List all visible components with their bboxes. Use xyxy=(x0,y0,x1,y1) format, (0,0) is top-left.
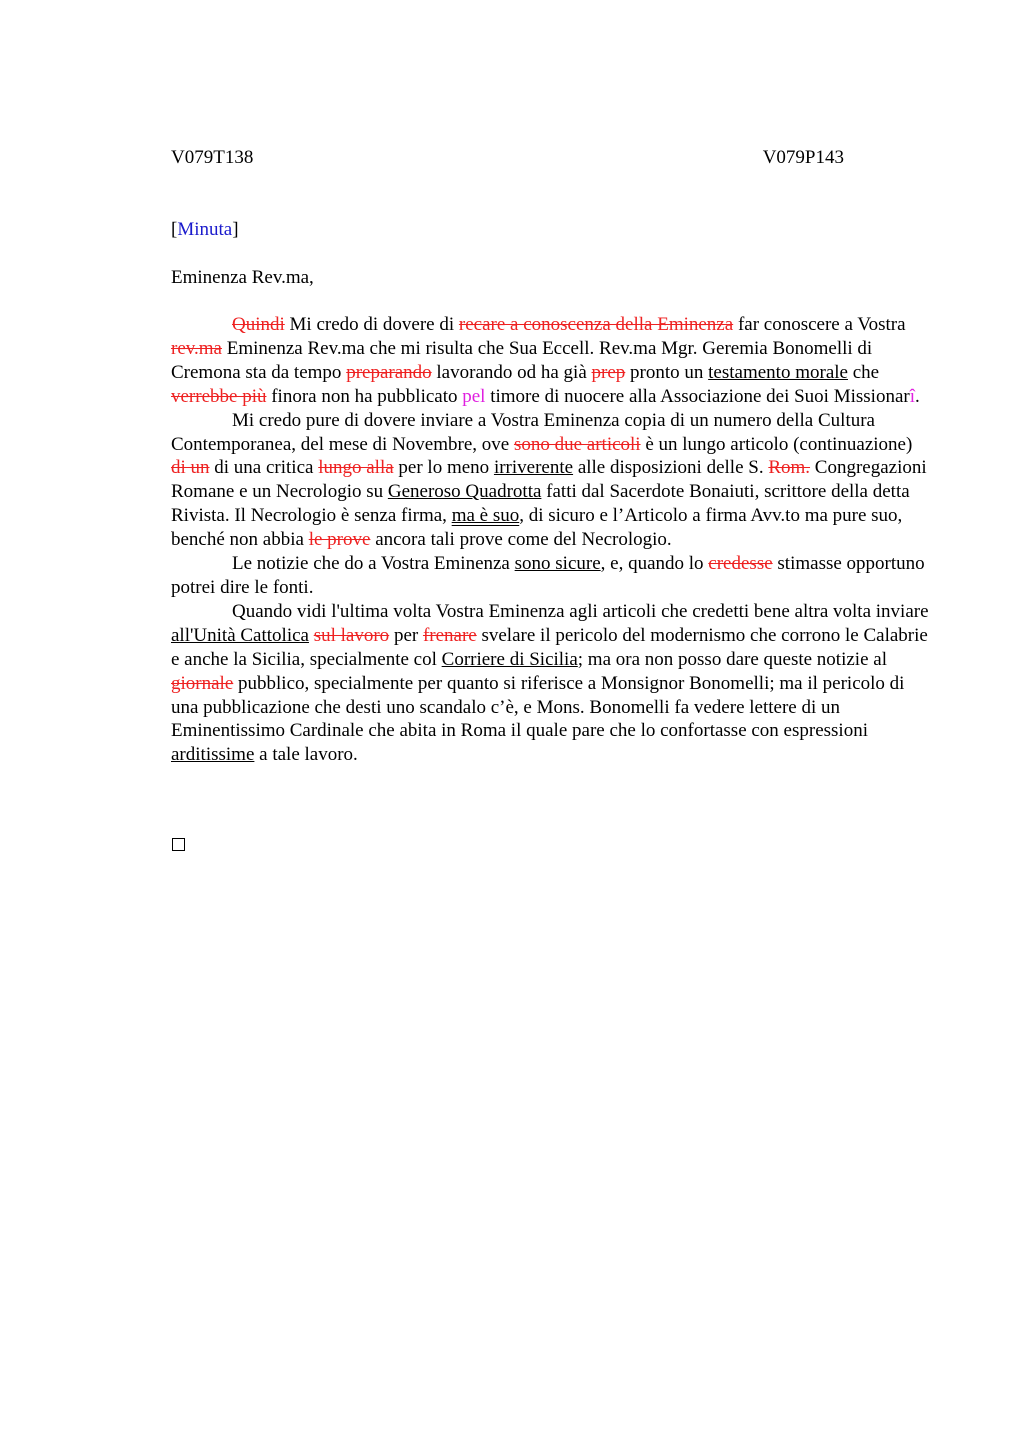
text-run: ancora tali prove come del Necrologio. xyxy=(370,529,672,551)
underlined-text: Corriere di Sicilia xyxy=(441,648,578,670)
text-run: , di sicuro e l’Articolo a firma Avv.to ma pure suo, benché non abbia xyxy=(171,505,903,551)
page-header xyxy=(171,146,844,170)
empty-checkbox-glyph xyxy=(172,838,185,851)
paragraph xyxy=(171,409,931,552)
text-run: di una critica xyxy=(209,457,319,479)
deleted-text: sono due articoli xyxy=(513,433,641,455)
deleted-text: Rom. xyxy=(768,457,811,479)
text-run: . xyxy=(914,385,920,407)
text-run: finora non ha pubblicato xyxy=(266,385,463,407)
deleted-text: di un xyxy=(171,457,210,479)
text-run: pubblico, specialmente per quanto si riferisce a Monsignor Bonomelli; ma il pericolo di una pubblicazione che desti uno scandalo c’è, e Mons. Bonomelli fa vedere lettere di un Eminentissimo Cardinale che abita in Roma il quale pare che lo confortasse con espressioni xyxy=(171,672,905,742)
deleted-text: giornale xyxy=(171,672,234,694)
text-run: per lo meno xyxy=(393,457,494,479)
document-code-left: V079T138 xyxy=(171,147,254,168)
underlined-text: irriverente xyxy=(493,457,574,479)
deleted-text: rev.ma xyxy=(171,337,222,359)
minuta-word: Minuta xyxy=(177,219,233,240)
underlined-text: all'Unità Cattolica xyxy=(171,624,309,646)
underlined-text: Generoso Quadrotta xyxy=(387,481,542,503)
deleted-text: le prove xyxy=(308,529,371,551)
text-run: che xyxy=(847,361,880,383)
deleted-text: frenare xyxy=(422,624,477,646)
deleted-text: prep xyxy=(591,361,626,383)
text-run: è un lungo articolo (continuazione) xyxy=(640,433,913,455)
deleted-text: preparando xyxy=(346,361,432,383)
text-run: Quando vidi l'ultima volta Vostra Eminenza agli articoli che credetti bene altra volta inviare xyxy=(232,600,929,622)
inserted-correction: î xyxy=(909,385,915,407)
text-run: timore di nuocere alla Associazione dei Suoi Missionar xyxy=(485,385,910,407)
text-run: lavorando od ha già xyxy=(431,361,592,383)
salutation: Eminenza Rev.ma, xyxy=(171,267,314,288)
text-run: Mi credo di dovere di xyxy=(284,314,459,335)
text-run: far conoscere a Vostra xyxy=(733,314,906,335)
text-run: per xyxy=(389,624,423,646)
text-run: pronto un xyxy=(625,361,709,383)
document-code-right: V079P143 xyxy=(762,147,844,168)
text-run: ; ma ora non posso dare queste notizie al xyxy=(577,648,887,670)
deleted-text: verrebbe più xyxy=(171,385,267,407)
deleted-text: credesse xyxy=(708,553,773,575)
double-underlined-text: ma è suo xyxy=(451,505,520,527)
deleted-text: sul lavoro xyxy=(313,624,390,646)
underlined-text: arditissime xyxy=(171,744,255,766)
paragraph xyxy=(171,552,931,600)
paragraph xyxy=(171,313,931,409)
text-run: Le notizie che do a Vostra Eminenza xyxy=(232,553,515,575)
text-run: alle disposizioni delle S. xyxy=(573,457,769,479)
text-run: Congregazioni Romane e un Necrologio su xyxy=(171,457,927,503)
deleted-text: lungo alla xyxy=(318,457,394,479)
text-run: svelare il pericolo del modernismo che corrono le Calabrie e anche la Sicilia, specialmente col xyxy=(171,624,928,670)
letter-body xyxy=(171,313,931,767)
text-run: stimasse opportuno potrei dire le fonti. xyxy=(171,553,925,598)
deleted-text: Quindi xyxy=(232,314,285,335)
text-run: Mi credo pure di dovere inviare a Vostra Eminenza copia di un numero della Cultura Contemporanea, del mese di Novembre, ove xyxy=(171,409,875,455)
text-run: fatti dal Sacerdote Bonaiuti, scrittore della detta Rivista. Il Necrologio è senza firma, xyxy=(171,481,910,527)
text-run: , e, quando lo xyxy=(600,553,709,575)
minuta-label: [Minuta] xyxy=(171,219,239,240)
text-run: Eminenza Rev.ma che mi risulta che Sua Eccell. Rev.ma Mgr. Geremia Bonomelli di Cremona sta da tempo xyxy=(171,337,873,383)
paragraph xyxy=(171,600,931,767)
underlined-text: testamento morale xyxy=(708,361,848,383)
inserted-correction: pel xyxy=(462,385,486,407)
underlined-text: sono sicure xyxy=(514,553,601,575)
text-run: a tale lavoro. xyxy=(254,744,358,766)
deleted-text: recare a conoscenza della Eminenza xyxy=(458,314,734,335)
